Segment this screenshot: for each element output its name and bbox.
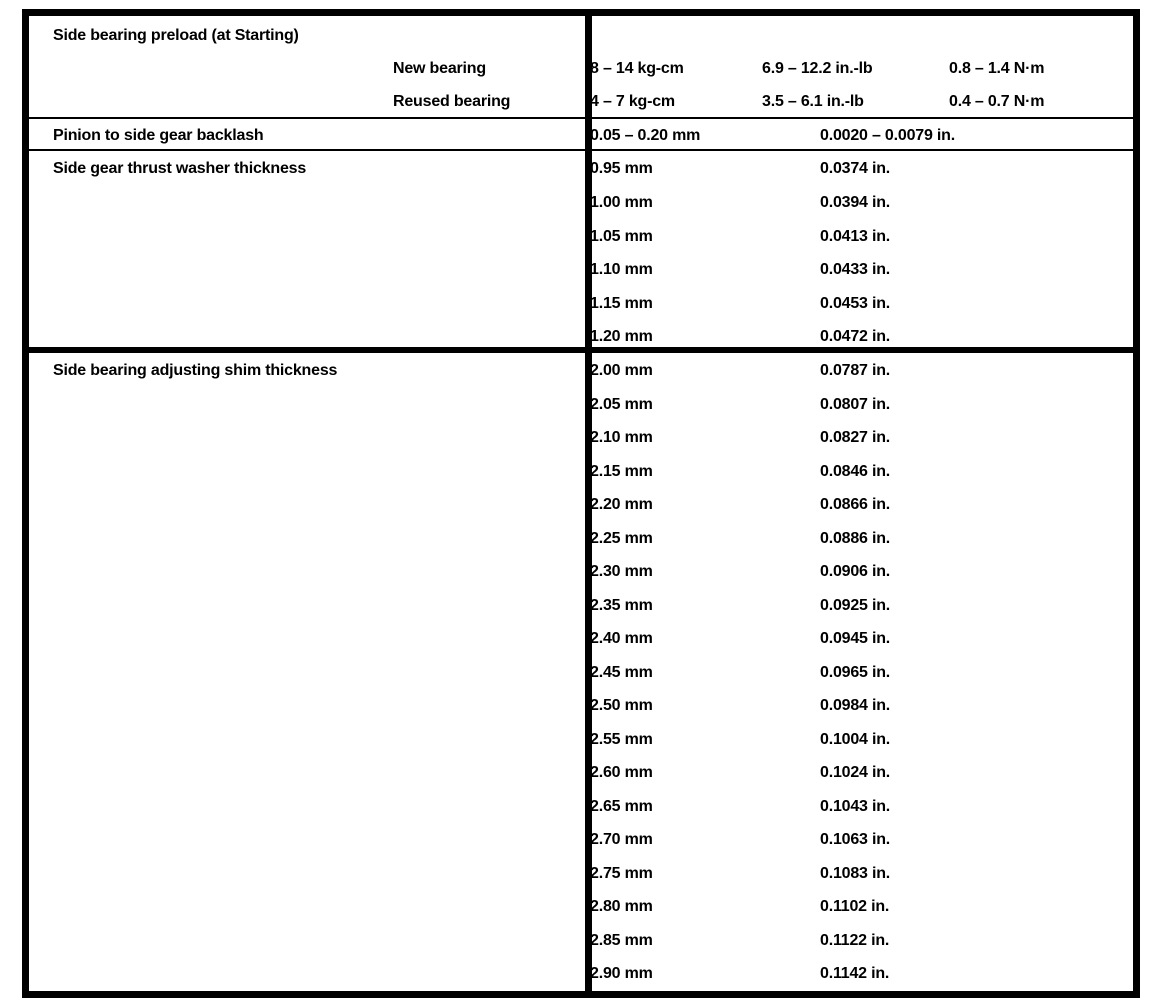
new-bearing-label: New bearing (393, 60, 486, 77)
washer-mm: 1.15 mm (590, 295, 653, 312)
washer-inch: 0.0413 in. (820, 228, 891, 245)
shim-inch: 0.1004 in. (820, 731, 891, 748)
shim-inch: 0.0984 in. (820, 697, 891, 714)
shim-inch: 0.1043 in. (820, 798, 891, 815)
shim-inch: 0.0925 in. (820, 597, 891, 614)
shim-inch: 0.0945 in. (820, 630, 891, 647)
reused-bearing-inlb: 3.5 – 6.1 in.-lb (762, 93, 864, 110)
spec-table (22, 9, 1140, 998)
washer-mm: 1.00 mm (590, 194, 653, 211)
shim-label: Side bearing adjusting shim thickness (53, 362, 338, 379)
washer-inch: 0.0433 in. (820, 261, 891, 278)
reused-bearing-kgcm: 4 – 7 kg-cm (590, 93, 675, 110)
row-divider-thick (29, 347, 1133, 353)
shim-inch: 0.0807 in. (820, 396, 891, 413)
preload-label: Side bearing preload (at Starting) (53, 27, 299, 44)
shim-inch: 0.1063 in. (820, 831, 891, 848)
washer-mm: 1.05 mm (590, 228, 653, 245)
shim-inch: 0.1083 in. (820, 865, 891, 882)
washer-inch: 0.0453 in. (820, 295, 891, 312)
shim-mm: 2.55 mm (590, 731, 653, 748)
reused-bearing-nm: 0.4 – 0.7 N·m (949, 93, 1045, 110)
reused-bearing-label: Reused bearing (393, 93, 511, 110)
shim-mm: 2.35 mm (590, 597, 653, 614)
shim-mm: 2.50 mm (590, 697, 653, 714)
shim-mm: 2.45 mm (590, 664, 653, 681)
shim-inch: 0.0886 in. (820, 530, 891, 547)
shim-mm: 2.25 mm (590, 530, 653, 547)
shim-inch: 0.0787 in. (820, 362, 891, 379)
washer-inch: 0.0374 in. (820, 160, 891, 177)
shim-inch: 0.1122 in. (820, 932, 890, 949)
washer-label: Side gear thrust washer thickness (53, 160, 307, 177)
shim-mm: 2.80 mm (590, 898, 653, 915)
shim-mm: 2.20 mm (590, 496, 653, 513)
shim-mm: 2.10 mm (590, 429, 653, 446)
shim-mm: 2.75 mm (590, 865, 653, 882)
shim-mm: 2.05 mm (590, 396, 653, 413)
washer-inch: 0.0394 in. (820, 194, 891, 211)
shim-mm: 2.70 mm (590, 831, 653, 848)
shim-mm: 2.65 mm (590, 798, 653, 815)
washer-inch: 0.0472 in. (820, 328, 891, 345)
backlash-inch: 0.0020 – 0.0079 in. (820, 127, 955, 144)
shim-mm: 2.85 mm (590, 932, 653, 949)
shim-mm: 2.15 mm (590, 463, 653, 480)
shim-inch: 0.1142 in. (820, 965, 890, 982)
washer-mm: 0.95 mm (590, 160, 653, 177)
backlash-label: Pinion to side gear backlash (53, 127, 264, 144)
shim-inch: 0.0827 in. (820, 429, 891, 446)
shim-inch: 0.1102 in. (820, 898, 890, 915)
shim-inch: 0.0846 in. (820, 463, 891, 480)
shim-mm: 2.40 mm (590, 630, 653, 647)
shim-mm: 2.60 mm (590, 764, 653, 781)
shim-mm: 2.30 mm (590, 563, 653, 580)
new-bearing-nm: 0.8 – 1.4 N·m (949, 60, 1045, 77)
washer-mm: 1.10 mm (590, 261, 653, 278)
backlash-mm: 0.05 – 0.20 mm (590, 127, 701, 144)
shim-inch: 0.0866 in. (820, 496, 891, 513)
washer-mm: 1.20 mm (590, 328, 653, 345)
shim-mm: 2.00 mm (590, 362, 653, 379)
shim-mm: 2.90 mm (590, 965, 653, 982)
shim-inch: 0.1024 in. (820, 764, 891, 781)
row-divider (29, 149, 1133, 151)
row-divider (29, 117, 1133, 119)
new-bearing-kgcm: 8 – 14 kg-cm (590, 60, 684, 77)
new-bearing-inlb: 6.9 – 12.2 in.-lb (762, 60, 873, 77)
shim-inch: 0.0965 in. (820, 664, 891, 681)
shim-inch: 0.0906 in. (820, 563, 891, 580)
